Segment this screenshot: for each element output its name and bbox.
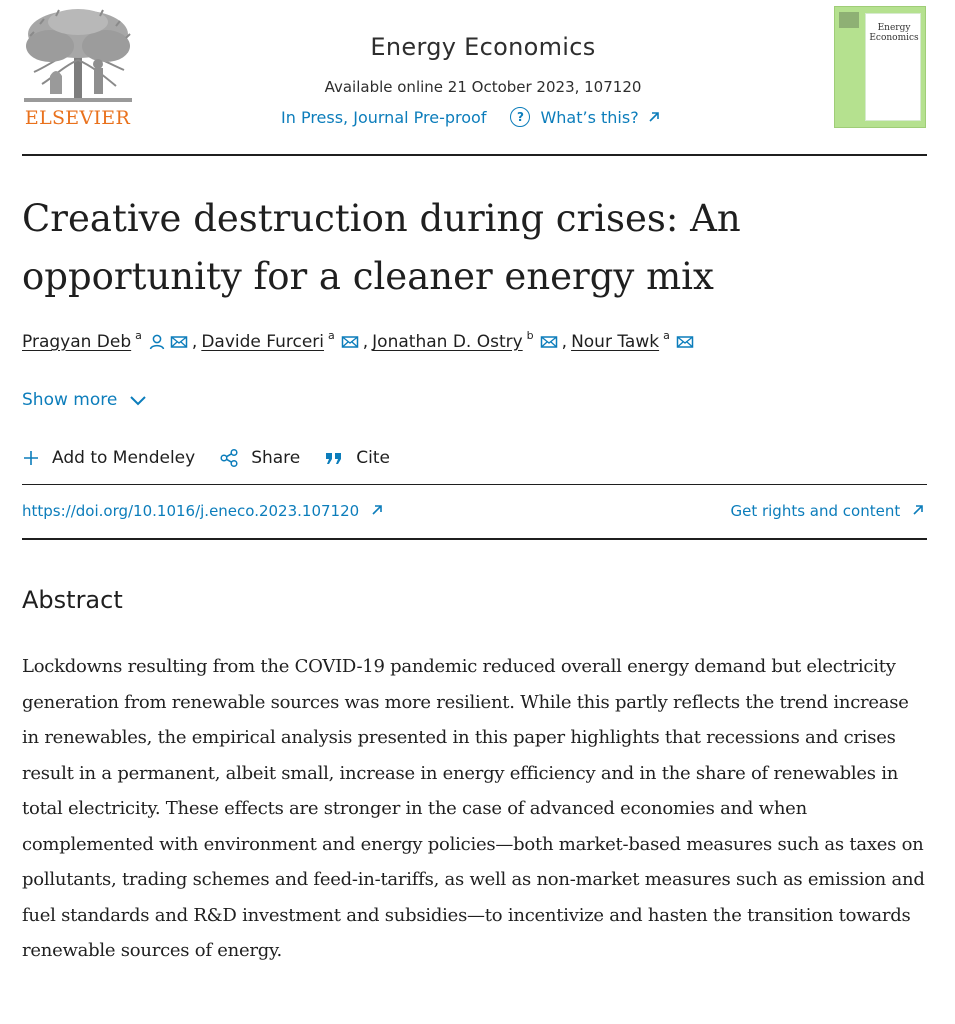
- cite-button[interactable]: [324, 448, 390, 468]
- author-separator: ,: [561, 332, 568, 352]
- doi-text: https://doi.org/10.1016/j.eneco.2023.107120: [22, 502, 360, 520]
- header-divider: [22, 154, 927, 156]
- add-to-mendeley-button[interactable]: [22, 448, 195, 468]
- email-icon[interactable]: [170, 334, 188, 350]
- whats-this-link[interactable]: What’s this?: [540, 107, 639, 127]
- quote-icon: [324, 450, 344, 466]
- email-icon[interactable]: [540, 334, 558, 350]
- cover-publisher-mark: [839, 12, 859, 28]
- article-title: Creative destruction during crises: An opportunity for a cleaner energy mix: [22, 197, 741, 298]
- author-separator: ,: [191, 332, 198, 352]
- journal-cover-thumbnail[interactable]: [834, 6, 926, 128]
- author-affiliation-marker[interactable]: b: [526, 328, 534, 342]
- author-name[interactable]: Davide Furceri: [201, 332, 325, 352]
- author-name[interactable]: Pragyan Deb: [22, 332, 132, 352]
- journal-title-link[interactable]: Energy Economics: [370, 33, 596, 61]
- cover-title: Energy Economics: [869, 23, 919, 43]
- article-actions: [22, 448, 414, 468]
- share-button[interactable]: [219, 448, 300, 468]
- author-affiliation-marker[interactable]: a: [663, 328, 670, 342]
- share-icon: [219, 448, 239, 468]
- cover-panel: [865, 13, 921, 121]
- actions-divider: [22, 484, 927, 485]
- email-icon[interactable]: [676, 334, 694, 350]
- abstract-heading: Abstract: [22, 586, 123, 614]
- get-rights-text: Get rights and content: [730, 502, 901, 520]
- article-status-line: [281, 107, 661, 127]
- elsevier-wordmark: ELSEVIER: [24, 107, 131, 129]
- plus-icon: [22, 449, 40, 467]
- journal-header: [0, 0, 955, 155]
- get-rights-link[interactable]: [730, 502, 925, 520]
- chevron-down-icon: [129, 394, 147, 406]
- available-online-date: Available online 21 October 2023, 107120: [324, 78, 642, 96]
- elsevier-logo[interactable]: [20, 6, 135, 134]
- author-name[interactable]: Jonathan D. Ostry: [372, 332, 523, 352]
- email-icon[interactable]: [341, 334, 359, 350]
- external-link-icon: [911, 503, 925, 517]
- author-affiliation-marker[interactable]: a: [135, 328, 142, 342]
- external-link-icon: [370, 503, 384, 517]
- in-press-link[interactable]: In Press, Journal Pre-proof: [281, 107, 487, 127]
- author-name[interactable]: Nour Tawk: [571, 332, 660, 352]
- external-link-icon: [647, 110, 661, 124]
- show-more-label: Show more: [22, 390, 118, 410]
- add-to-mendeley-label: Add to Mendeley: [52, 448, 196, 468]
- elsevier-tree-logo: [20, 6, 135, 106]
- author-separator: ,: [362, 332, 369, 352]
- doi-link[interactable]: [22, 502, 384, 520]
- person-icon[interactable]: [148, 334, 166, 350]
- help-icon[interactable]: ?: [510, 107, 530, 127]
- show-more-button[interactable]: [22, 390, 147, 410]
- cite-label: Cite: [356, 448, 390, 468]
- section-divider: [22, 538, 927, 540]
- abstract-body: Lockdowns resulting from the COVID-19 pandemic reduced overall energy demand but electricity generation from renewable sources was more resilient. While this partly reflects the trend increase in renewables, the empirical analysis presented in this paper highlights that recessions and crises result in a permanent, albeit small, increase in energy efficiency and in the share of renewables in total electricity. These effects are stronger in the case of advanced economies and when complemented with environment and energy policies—both market-based measures such as taxes on pollutants, trading schemes and feed-in-tariffs, as well as non-market measures such as emission and fuel standards and R&D investment and subsidies—to incentivize and hasten the transition towards renewable sources of energy.: [22, 656, 925, 961]
- share-label: Share: [251, 448, 301, 468]
- author-affiliation-marker[interactable]: a: [328, 328, 335, 342]
- author-list: [22, 328, 698, 352]
